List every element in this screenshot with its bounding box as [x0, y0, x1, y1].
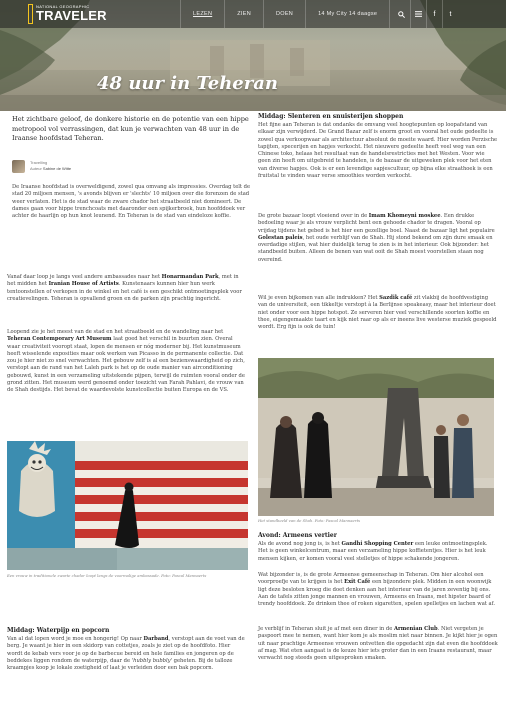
heading-avond: Avond: Armeens vertier	[258, 532, 337, 539]
page-title: 48 uur in Teheran	[97, 73, 278, 94]
paragraph-art-museum: Loopend zie je het meest van de stad en het straatbeeld en de wandeling naar het Teheran Contemporary Art Museum laat goed het verschil in buurten zien. Overal waar creativiteit vooropt staat, lopen de mensen er nóg moderner bij. Het kunstmuseum heeft wisselende exposities maar ook werken van Picasso in de permanente collectie. Dat zou je hier niet zo snel verwachten. Het gebouw zelf is al een bezienswaardigheid op zich, verstopt aan de rand van het Laleh park is het op de oude manier van airconditioning gebouwd, kunst in een verzameling uitstekende pijpen, terwijl de ruimten vooral onder de grond zitten. Het museum werd genoemd onder toezicht van Farah Pahlavi, de vrouw van de Shah destijds. Het bevat de waardevolste kunstcollectie buiten Europa en de VS.	[7, 329, 245, 394]
menu-icon	[415, 11, 422, 17]
twitter-icon[interactable]: t	[442, 0, 458, 28]
statue-illustration	[258, 358, 494, 516]
byline-author-line	[30, 166, 71, 172]
photo-shah-statue	[258, 358, 494, 516]
search-icon	[398, 11, 405, 18]
article-lead: Het zichtbare geloof, de donkere historie en de potentie van een hippe metropool vol verrassingen, dat kun je verwachten van 48 uur in de Iraanse hoofdstad Teheran.	[12, 115, 249, 142]
paragraph-honarmandan: Vanaf daar loop je langs veel andere ambassades naar het Honarmandan Park, met in het midden het Iranian House of Artists. Kunstenaars kunnen hier hun werk tentoonstellen of verkopen in de winkel en het café is een geschikt ontmoetingsplek voor creatievelingen. Teheran is opvallend groen en de parken zijn prachtig ingericht.	[7, 274, 242, 302]
nav-item-zien[interactable]: ZIEN	[224, 0, 263, 28]
mural-illustration	[7, 441, 248, 570]
nav-item-lezen[interactable]: LEZEN	[180, 0, 224, 28]
paragraph-darband: Van al dat lopen word je moe en hongerig! Op naar Darband, verstopt aan de voet van de berg. Je waant je hier in een skidorp van cottetjes, zoals je ziet op de hoofdfoto. Hier wordt de kebab vers voor je op de barbecue bereid en hele families en jongeren op de beddekes liggen rondom de waterpijp, daar de 'hubbly bubbly' geheten. Bij de talloze kraampjes koop je lokale zoetigheid of laat je verleiden door een bak popcorn.	[7, 636, 245, 672]
paragraph-sazdik-cafe: Wil je even bijkomen van alle indrukken? Het Sazdik café zit vlakbij de hoofdvestiging van de universiteit, een tikkeltje verstopt à la Berlijnse speakeasy, maar het interieur doet niet onder voor een hippe hotspot. Ze serveren hier veel verschillende soorten koffie en thee, eigengemaakte taart en kijk niet raar op als er ineens live westerse muziek gespeeld wordt. Erg fijn is ook de tuin!	[258, 295, 497, 331]
paragraph-grand-bazar: Het fijne aan Teheran is dat ondanks de omvang veel hoogtepunten op loopafstand van elkaar zijn verwijderd. De Grand Bazar zelf is enorm groot en vooral het oude gedeelte is zowel qua verkoopwaar als architectuur absoluut de moeite waard. Hier worden Perzische tapijten, specerijen en hapjes verkocht. Het nieuwere gedeelte heeft veel weg van een Chinese toko, helaas het resultaat van de handelsrestricties met het Westen. Voor wie geen zin heeft om uitgebreid te handelen, is de bazaar de uitgeweken plek voor het eten van diverse hapjes. Ook is er een levendige sapjescultuur, op bijna elke straathoek is een fruitstal te vinden waar verse smoothies worden verkocht.	[258, 122, 498, 180]
topbar	[0, 0, 506, 28]
paragraph-gandhi: Als de avond nog jong is, is het Gandhi Shopping Center een leuke ontmoetingsplek. Het is geen winkelcentrum, maar een verzameling hippe koffietentjes. Hier is het leuk mensen kijken, er komen vooral veel stelletjes of hippe schakende jongeren.	[258, 541, 488, 562]
nav-item-my-city[interactable]: 14 My City 14 daagse	[305, 0, 389, 28]
photo-caption-embassy: Een vrouw in traditionele zwarte chador loopt langs de voormalige ambassade. Foto: Pascal Mannaerts	[7, 573, 207, 578]
menu-button[interactable]	[410, 0, 426, 28]
logo-title: TRAVELER	[36, 8, 107, 23]
main-nav	[180, 0, 413, 28]
photo-caption-statue: Het standbeeld van de Shah. Foto: Pascal Mannaerts	[258, 518, 361, 523]
author-avatar	[12, 160, 25, 173]
nav-item-doen[interactable]: DOEN	[263, 0, 305, 28]
social-links	[410, 0, 458, 28]
byline	[12, 160, 252, 173]
heading-middag-shoppen: Middag: Slenteren en snuisterijen shoppen	[258, 113, 404, 120]
ng-yellow-frame-icon	[28, 4, 33, 24]
paragraph-imam-khomeyni: De grote bazaar loopt vloeiend over in de Imam Khomeyni moskee. Een drukke bedoeling waar je als vrouw verplicht bent een gehoede chador te dragen. Vooral op vrijdag tijdens het gebed is het hier een gezellige boel. Naast de bazaar ligt het populaire Golestan paleis, het oude verblijf van de Shah. Hij stond bekend om zijn dure smaak en overdadige stijlen, wat hier duidelijk terug te zien is in het interieur. Ook bijzonder: het standbeeld buiten. Alleen de benen van wat ooit de Shah moest voorstellen staan nog overeind.	[258, 213, 495, 263]
hero-image	[0, 0, 506, 111]
paragraph-armenian-club: Je verblijf in Teheran sluit je af met een diner in de Armenian Club. Niet vergeten je paspoort mee te nemen, want hier kom je als moslim niet naar binnen. Je kijkt hier je ogen uit naar prachtige Armeense vrouwen ontvetten die opgedacht zijn dat even die hoofddoek af mag. Wat eten aangaat is de keuze hier iets groter dan in een Iraans restaurant, maar verwacht nog steeds geen uitgesproken smaken.	[258, 626, 498, 662]
facebook-icon[interactable]: f	[426, 0, 442, 28]
intro-paragraph: De Iraanse hoofdstad is overweldigend, zowel qua omvang als impressies. Overdag telt de stad 20 miljoen mensen, 's avonds blijven er 'slechts' 10 miljoen over die forenzen de stad weer verlaten. Het is de stad waar de zware chador het straatbeeld niet domineert. De dames gaan voor hippe trenchcoats met daaronder een spijkerbroek, hun hoofddoek ver achter de haarlijn op hun knot leunend. En Teheran is de stad van eindeloze koffie.	[12, 184, 251, 220]
site-logo[interactable]	[28, 4, 107, 24]
paragraph-exit-cafe: Wat bijzonder is, is de grote Armeense gemeenschap in Teheran. Om hier alcohol een voorproefje van te krijgen is het Exit Café een bijzondere plek. Midden in een woonwijk ligt deze besloten kroeg die doet denken aan het interieur van de jaren zeventig bij ons. Aan de tafels zitten jonge mannen en vrouwen, Armeens en Iraans, met hipster baard of trendy hoofddoek. Ze drinken thee of roken sigaretten, spelen spelletjes en lachen wat af.	[258, 572, 496, 608]
photo-embassy-mural	[7, 441, 248, 570]
byline-category: Travelling	[30, 160, 48, 165]
byline-author-label: Auteur	[30, 165, 42, 171]
logo-subtitle: NATIONAL GEOGRAPHIC	[36, 4, 90, 9]
author-name[interactable]: Sabine de Witte	[42, 165, 72, 171]
heading-middag-waterpijp: Middag: Waterpijp en popcorn	[7, 627, 110, 634]
